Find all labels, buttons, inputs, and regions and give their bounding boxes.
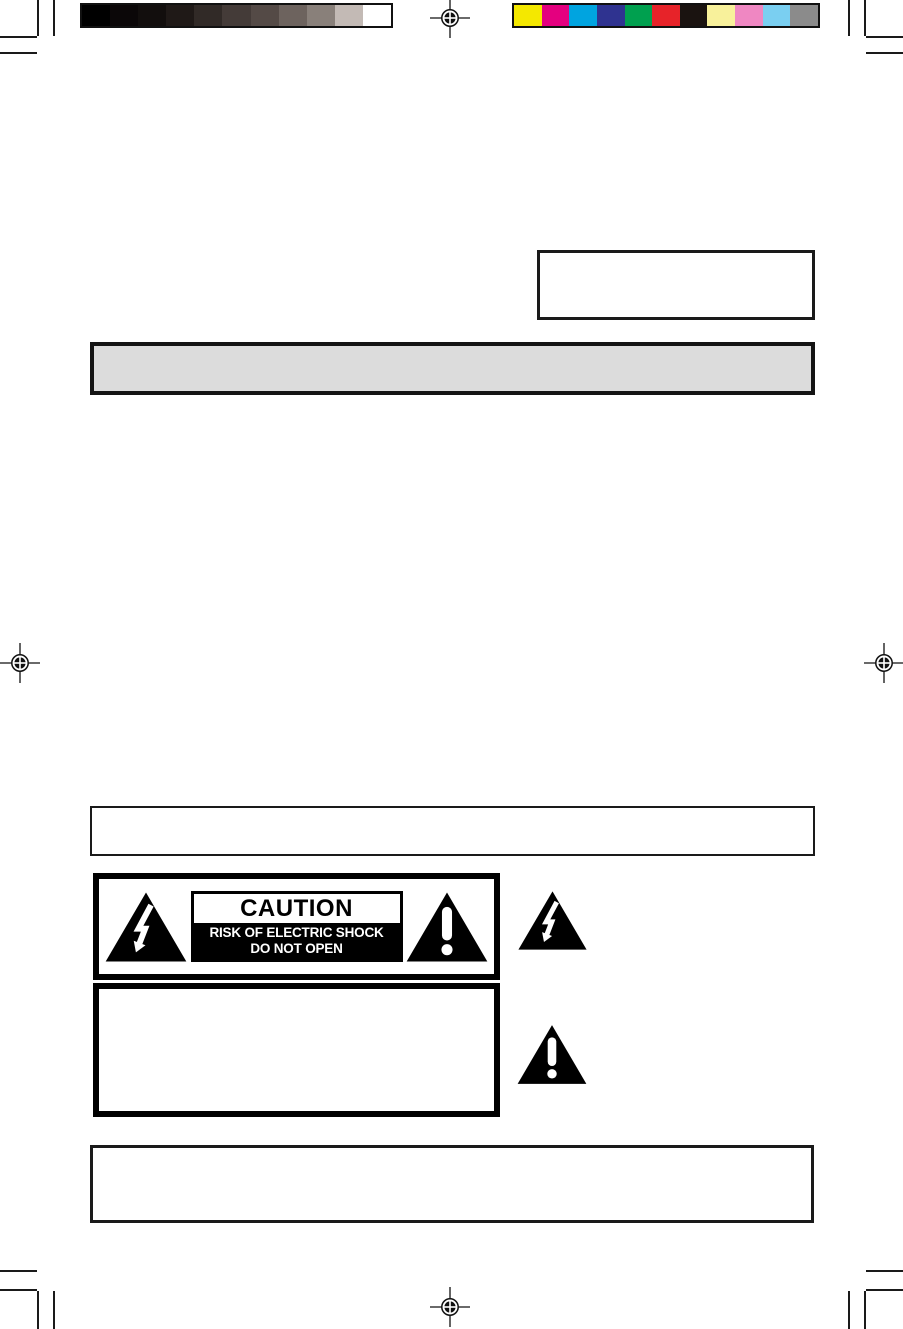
calibration-swatch xyxy=(251,5,279,26)
calibration-swatch xyxy=(652,5,680,26)
caution-title: CAUTION xyxy=(194,894,400,923)
calibration-swatch xyxy=(514,5,542,26)
caution-warning-box xyxy=(93,873,500,980)
crop-mark-bottom-left xyxy=(53,1291,55,1329)
crop-mark-top-left xyxy=(0,36,37,38)
calibration-swatch xyxy=(335,5,363,26)
crop-mark-top-left xyxy=(37,0,39,36)
calibration-swatch xyxy=(707,5,735,26)
caution-lower-box xyxy=(93,983,500,1117)
registration-mark-icon xyxy=(0,643,40,683)
calibration-swatch xyxy=(194,5,222,26)
crop-mark-top-left xyxy=(0,52,37,54)
crop-mark-top-right xyxy=(864,0,866,36)
warning-line-2: DO NOT OPEN xyxy=(250,940,343,956)
calibration-swatch xyxy=(363,5,391,26)
crop-mark-top-right xyxy=(848,0,850,36)
calibration-swatch xyxy=(82,5,110,26)
calibration-swatch xyxy=(790,5,818,26)
calibration-swatch xyxy=(166,5,194,26)
exclamation-triangle-icon xyxy=(405,890,489,964)
crop-mark-bottom-left xyxy=(0,1289,37,1291)
crop-mark-top-left xyxy=(53,0,55,36)
calibration-swatch xyxy=(625,5,653,26)
calibration-swatch xyxy=(222,5,250,26)
lightning-bolt-triangle-icon xyxy=(104,890,188,964)
exclamation-triangle-icon xyxy=(516,1023,588,1086)
registration-mark-icon xyxy=(864,643,903,683)
calibration-swatch xyxy=(569,5,597,26)
calibration-swatch xyxy=(763,5,791,26)
caution-warning-text xyxy=(194,923,400,959)
crop-mark-bottom-left xyxy=(0,1270,37,1272)
crop-mark-bottom-right xyxy=(848,1291,850,1329)
grayscale-bar xyxy=(80,3,393,28)
warning-line-1: RISK OF ELECTRIC SHOCK xyxy=(209,925,384,940)
calibration-swatch xyxy=(542,5,570,26)
top-right-placeholder-box xyxy=(537,250,815,320)
crop-mark-bottom-right xyxy=(866,1270,903,1272)
crop-mark-bottom-right xyxy=(864,1291,866,1329)
crop-mark-bottom-left xyxy=(37,1291,39,1329)
crop-mark-top-right xyxy=(866,36,903,38)
color-bar xyxy=(512,3,820,28)
gray-title-banner xyxy=(90,342,815,395)
calibration-swatch xyxy=(110,5,138,26)
calibration-swatch xyxy=(279,5,307,26)
calibration-swatch xyxy=(680,5,708,26)
registration-mark-icon xyxy=(430,0,470,38)
lightning-bolt-triangle-icon xyxy=(517,889,588,952)
calibration-swatch xyxy=(307,5,335,26)
crop-mark-bottom-right xyxy=(866,1289,903,1291)
calibration-swatch xyxy=(138,5,166,26)
crop-mark-top-right xyxy=(866,52,903,54)
bottom-notice-box xyxy=(90,1145,814,1223)
calibration-swatch xyxy=(735,5,763,26)
notice-rule-box xyxy=(90,806,815,856)
calibration-swatch xyxy=(597,5,625,26)
registration-mark-icon xyxy=(430,1287,470,1327)
caution-label xyxy=(191,891,403,962)
